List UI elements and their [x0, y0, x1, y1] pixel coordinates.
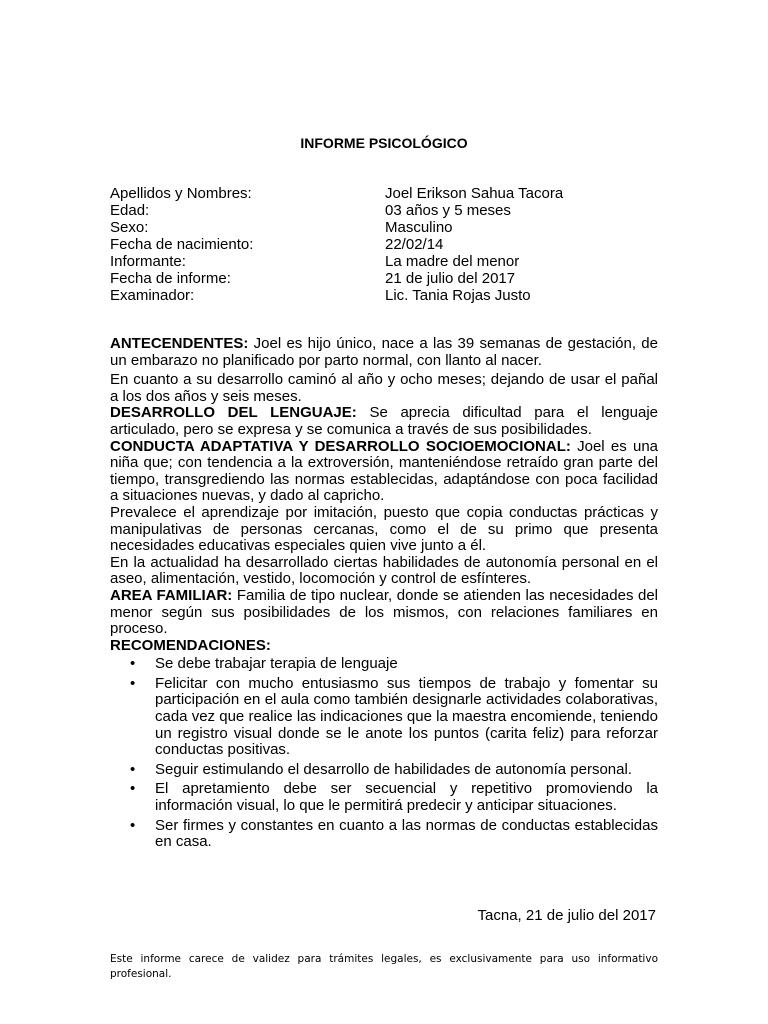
bullet-icon: • [130, 760, 136, 778]
bullet-icon: • [130, 674, 136, 692]
list-item [130, 655, 658, 673]
info-label: Informante: [110, 253, 186, 270]
paragraph-text: Familia de tipo nuclear, donde se atienden las necesidades del menor según sus posibilidades de los mismos, con relaciones familiares en proceso. [110, 586, 658, 638]
paragraph-text: Joel es una niña que; con tendencia a la extroversión, manteniéndose retraído gran parte del tiempo, transgrediendo las normas establecidas, adaptándose con poca facilidad a situaciones nuevas, y dado al capricho. [110, 437, 659, 505]
section-heading: ANTECENDENTES: [110, 335, 249, 352]
info-row-nombres [110, 185, 670, 202]
bullet-icon: • [130, 655, 136, 673]
info-row-edad [110, 202, 670, 219]
list-item [130, 780, 658, 815]
desarrollo-paragraph: En cuanto a su desarrollo caminó al año y ocho meses; dejando de usar el pañal a los dos años y seis meses. [110, 371, 658, 405]
list-item [130, 816, 658, 851]
section-heading: CONDUCTA ADAPTATIVA Y DESARROLLO SOCIOEMOCIONAL: [110, 437, 571, 455]
recomendaciones-list [110, 656, 658, 851]
antecedentes-paragraph [110, 336, 658, 369]
familiar-paragraph [110, 588, 658, 638]
info-value: La madre del menor [385, 253, 520, 270]
info-value: 21 de julio del 2017 [385, 270, 516, 287]
paragraph-text: Joel es hijo único, nace a las 39 semanas de gestación, de un embarazo no planificado por parto normal, con llanto al nacer. [110, 335, 658, 369]
info-row-informante [110, 253, 670, 270]
closing-place-date: Tacna, 21 de julio del 2017 [477, 907, 656, 924]
info-row-sexo [110, 219, 670, 236]
list-item-text: Se debe trabajar terapia de lenguaje [155, 655, 398, 673]
recomendaciones-heading: RECOMENDACIONES: [110, 636, 271, 654]
info-label: Edad: [110, 202, 150, 219]
info-value: 22/02/14 [385, 236, 444, 253]
page-title: INFORME PSICOLÓGICO [300, 135, 468, 151]
info-value: Masculino [385, 219, 453, 236]
section-heading: AREA FAMILIAR: [110, 586, 233, 604]
list-item [130, 674, 658, 759]
autonomia-paragraph: En la actualidad ha desarrollado ciertas habilidades de autonomía personal en el aseo, alimentación, vestido, locomoción y control de esfínteres. [110, 553, 658, 588]
info-value: Lic. Tania Rojas Justo [385, 287, 531, 304]
info-row-examinador [110, 287, 670, 304]
info-value: Joel Erikson Sahua Tacora [385, 185, 564, 202]
list-item-text: Ser firmes y constantes en cuanto a las normas de conductas establecidas en casa. [155, 816, 658, 851]
list-item-text: El apretamiento debe ser secuencial y repetitivo promoviendo la información visual, lo que le permitirá predecir y anticipar situaciones. [155, 780, 658, 815]
paragraph-text: Se aprecia dificultad para el lenguaje articulado, pero se expresa y se comunica a través de sus posibilidades. [110, 404, 658, 438]
list-item-text: Felicitar con mucho entusiasmo sus tiempos de trabajo y fomentar su participación en el aula como también designarle actividades colaborativas, cada vez que realice las indicaciones que la maestra encomiende, teniendo un registro visual donde se le anote los puntos (carita feliz) para reforzar conductas positivas. [155, 674, 658, 759]
info-value: 03 años y 5 meses [385, 202, 511, 219]
section-heading: DESARROLLO DEL LENGUAJE: [110, 404, 357, 422]
info-label: Fecha de nacimiento: [110, 236, 254, 253]
list-item [130, 760, 658, 779]
list-item-text: Seguir estimulando el desarrollo de habilidades de autonomía personal. [155, 760, 632, 778]
info-label: Fecha de informe: [110, 270, 231, 287]
bullet-icon: • [130, 780, 136, 798]
bullet-icon: • [130, 816, 136, 834]
info-row-fecha-informe [110, 270, 670, 287]
lenguaje-paragraph [110, 405, 658, 438]
patient-info [110, 185, 670, 304]
conducta-paragraph [110, 439, 658, 505]
info-label: Sexo: [110, 219, 149, 236]
info-label: Examinador: [110, 287, 195, 304]
info-label: Apellidos y Nombres: [110, 185, 252, 202]
disclaimer-note: Este informe carece de validez para trámites legales, es exclusivamente para uso informativo profesional. [110, 953, 658, 980]
report-body [110, 336, 658, 854]
aprendizaje-paragraph: Prevalece el aprendizaje por imitación, puesto que copia conductas prácticas y manipulativas de personas cercanas, como el de su primo que presenta necesidades educativas especiales quien vive junto a él. [110, 503, 658, 555]
info-row-nacimiento [110, 236, 670, 253]
